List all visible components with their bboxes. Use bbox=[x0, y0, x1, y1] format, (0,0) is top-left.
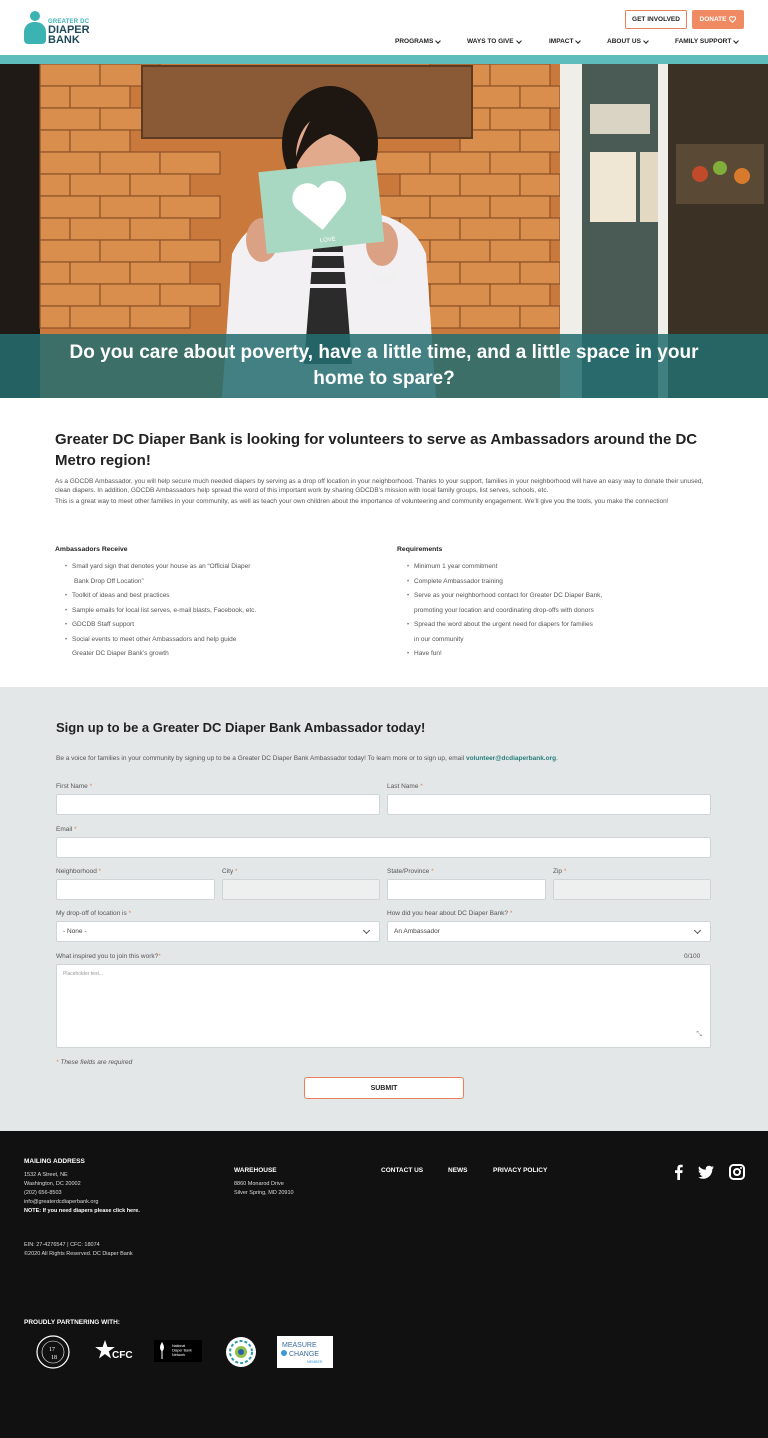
list-item-text: Sample emails for local list serves, e-mail blasts, Facebook, etc. bbox=[72, 606, 257, 614]
chevron-down-icon bbox=[516, 38, 522, 44]
requirements-list bbox=[397, 560, 697, 662]
legal-info bbox=[24, 1241, 133, 1259]
inspired-label bbox=[56, 953, 161, 960]
list-item-text-cont: Bank Drop Off Location” bbox=[74, 577, 144, 585]
receive-column bbox=[55, 546, 355, 662]
intro-paragraph-2: This is a great way to meet other families in your community, as well as teach your own children about the importance of volunteering and community engagement. We’ll give you the tools, you make the connection! bbox=[55, 498, 669, 505]
zip-input[interactable] bbox=[553, 879, 711, 900]
partner-logo-anniversary[interactable] bbox=[36, 1335, 70, 1369]
receive-list bbox=[55, 560, 355, 662]
list-item bbox=[397, 618, 697, 647]
requirements-heading: Requirements bbox=[397, 546, 443, 553]
email-input[interactable] bbox=[56, 837, 711, 858]
partner-ndbn-line1: National bbox=[172, 1344, 186, 1348]
required-mark: * bbox=[431, 868, 434, 875]
partner-logo-cfc[interactable] bbox=[95, 1338, 135, 1364]
list-item bbox=[55, 633, 355, 662]
dropoff-select[interactable] bbox=[56, 921, 380, 942]
nav-label: WAYS TO GIVE bbox=[467, 38, 514, 45]
hero-banner bbox=[0, 64, 768, 398]
label-text: First Name bbox=[56, 783, 88, 790]
dropoff-label bbox=[56, 910, 131, 917]
get-involved-button[interactable]: GET INVOLVED bbox=[625, 10, 687, 29]
signup-heading: Sign up to be a Greater DC Diaper Bank Ambassador today! bbox=[56, 720, 426, 735]
label-text: What inspired you to join this work? bbox=[56, 953, 159, 960]
last-name-input[interactable] bbox=[387, 794, 711, 815]
resize-handle-icon[interactable]: ⤡ bbox=[696, 1031, 702, 1038]
required-mark: * bbox=[74, 826, 77, 833]
list-item-text-cont: Greater DC Diaper Bank’s growth bbox=[72, 650, 169, 657]
partner-year-a: 17 bbox=[49, 1347, 55, 1353]
receive-heading: Ambassadors Receive bbox=[55, 546, 128, 553]
required-mark: * bbox=[235, 868, 238, 875]
chevron-down-icon bbox=[694, 927, 701, 934]
required-mark: * bbox=[509, 910, 513, 917]
required-mark: * bbox=[420, 783, 423, 790]
neighborhood-input[interactable] bbox=[56, 879, 215, 900]
nav-label: IMPACT bbox=[549, 38, 574, 45]
logo-text-line2: DIAPER bbox=[48, 24, 90, 36]
chevron-down-icon bbox=[734, 38, 740, 44]
hero-title: Do you care about poverty, have a little time, and a little space in your home to spare? bbox=[69, 342, 699, 389]
diaper-need-text: NOTE: If you need diapers please click here. bbox=[24, 1208, 140, 1214]
label-text: Zip bbox=[553, 868, 563, 875]
footer-link-news[interactable]: NEWS bbox=[448, 1167, 468, 1174]
submit-button[interactable]: SUBMIT bbox=[304, 1077, 464, 1099]
list-item-text: Spread the word about the urgent need for diapers for families bbox=[414, 621, 593, 628]
header-accent-bar bbox=[0, 55, 768, 64]
footer-link-privacy[interactable]: PRIVACY POLICY bbox=[493, 1167, 548, 1174]
heard-label bbox=[387, 910, 512, 917]
list-item bbox=[397, 575, 697, 590]
facebook-icon[interactable] bbox=[671, 1164, 687, 1180]
copyright-text: ©2020 All Rights Reserved. DC Diaper Bank bbox=[24, 1251, 133, 1257]
textarea-placeholder: Placeholder text... bbox=[63, 971, 104, 977]
list-item-text: Small yard sign that denotes your house as an “Official Diaper bbox=[72, 563, 251, 570]
email-label bbox=[56, 826, 77, 833]
main-nav bbox=[0, 38, 768, 48]
partner-year-b: 18 bbox=[51, 1355, 57, 1361]
twitter-icon[interactable] bbox=[698, 1164, 714, 1180]
warehouse-heading: WAREHOUSE bbox=[234, 1167, 277, 1174]
list-item-text: Serve as your neighborhood contact for Greater DC Diaper Bank, bbox=[414, 592, 603, 599]
select-value: An Ambassador bbox=[394, 928, 440, 935]
list-item bbox=[397, 647, 697, 662]
label-text: Email bbox=[56, 826, 73, 833]
nav-label: PROGRAMS bbox=[395, 38, 434, 45]
nav-item-about-us[interactable] bbox=[607, 38, 648, 45]
partner-logo-measure-change[interactable] bbox=[277, 1336, 333, 1368]
neighborhood-label bbox=[56, 868, 101, 875]
state-label bbox=[387, 868, 434, 875]
mailing-address-heading: MAILING ADDRESS bbox=[24, 1158, 85, 1165]
nav-item-impact[interactable] bbox=[549, 38, 580, 45]
partner-ndbn-line3: Network bbox=[172, 1353, 186, 1357]
list-item bbox=[397, 560, 697, 575]
intro-heading: Greater DC Diaper Bank is looking for volunteers to serve as Ambassadors around the DC Metro region! bbox=[55, 431, 698, 469]
list-item-text: Have fun! bbox=[414, 650, 442, 657]
partner-logo-ndbn[interactable] bbox=[154, 1340, 202, 1362]
list-item bbox=[397, 589, 697, 618]
list-item-text: Complete Ambassador training bbox=[414, 577, 503, 585]
address-line: 8860 Monarod Drive bbox=[234, 1181, 284, 1187]
diaper-need-link[interactable] bbox=[24, 1207, 140, 1216]
address-line: Silver Spring, MD 20910 bbox=[234, 1190, 294, 1196]
list-item bbox=[55, 589, 355, 604]
list-item-text: Toolkit of ideas and best practices bbox=[72, 592, 170, 599]
required-mark: * bbox=[563, 868, 567, 875]
required-note bbox=[56, 1059, 132, 1066]
select-value: - None - bbox=[63, 928, 87, 935]
signup-lead bbox=[56, 755, 558, 762]
partner-logo-seal[interactable] bbox=[225, 1336, 257, 1368]
list-item bbox=[55, 560, 355, 589]
signup-lead-end: . bbox=[556, 755, 558, 762]
list-item-text-cont: promoting your location and coordinating drop-offs with donors bbox=[414, 606, 594, 614]
nav-item-programs[interactable] bbox=[395, 38, 440, 45]
label-text: Last Name bbox=[387, 783, 419, 790]
phone-link[interactable]: (202) 656-8503 bbox=[24, 1190, 62, 1196]
list-item bbox=[55, 618, 355, 633]
required-mark: * bbox=[56, 1059, 59, 1066]
char-counter: 0/100 bbox=[684, 953, 701, 960]
inspired-textarea[interactable] bbox=[56, 964, 711, 1048]
required-mark: * bbox=[98, 868, 102, 875]
donate-button[interactable] bbox=[692, 10, 744, 29]
intro-paragraph-1: As a GDCDB Ambassador, you will help secure much needed diapers by serving as a drop off location in your neighborhood. Thanks to your support, families in your neighborhood will have an easy way to donate their unused, clean diapers. In addition, GDCDB Ambassadors help spread the word of this important work by sharing GDCDB’s mission with local family groups, list serves, schools, etc. bbox=[55, 478, 704, 494]
instagram-icon[interactable] bbox=[729, 1164, 745, 1180]
label-text: How did you hear about DC Diaper Bank? bbox=[387, 910, 509, 917]
partner-mfc-line3: MEMBER bbox=[307, 1360, 323, 1364]
logo-figure-head bbox=[30, 11, 40, 21]
site-header bbox=[0, 0, 768, 55]
city-label bbox=[222, 868, 238, 875]
nav-label: FAMILY SUPPORT bbox=[675, 38, 732, 45]
first-name-input[interactable] bbox=[56, 794, 380, 815]
logo-text-line3: BANK bbox=[48, 34, 80, 46]
first-name-label bbox=[56, 783, 92, 790]
nav-item-ways-to-give[interactable] bbox=[467, 38, 521, 45]
list-item-text: GDCDB Staff support bbox=[72, 621, 135, 628]
signup-lead-text: Be a voice for families in your community by signing up to be a Greater DC Diaper Bank Ambassador today! To learn more or to sign up, email bbox=[56, 755, 466, 762]
mailing-address bbox=[24, 1171, 140, 1216]
required-note-text: These fields are required bbox=[60, 1059, 133, 1066]
required-mark: * bbox=[128, 910, 132, 917]
volunteer-email-link[interactable]: volunteer@dcdiaperbank.org bbox=[465, 755, 557, 762]
label-text: State/Province bbox=[387, 868, 430, 875]
chevron-down-icon bbox=[576, 38, 582, 44]
hero-caption-band bbox=[0, 334, 768, 398]
label-text: City bbox=[222, 868, 234, 875]
partner-mfc-line2: CHANGE bbox=[289, 1351, 319, 1358]
warehouse-address bbox=[234, 1180, 294, 1198]
footer-link-contact[interactable]: CONTACT US bbox=[381, 1167, 424, 1174]
partners-heading: PROUDLY PARTNERING WITH: bbox=[24, 1319, 120, 1326]
address-line: Washington, DC 20002 bbox=[24, 1181, 81, 1187]
partner-mfc-line1: MEASURE bbox=[282, 1342, 317, 1349]
partner-cfc-text: CFC bbox=[112, 1350, 133, 1361]
logo-text-line1: GREATER DC bbox=[48, 19, 90, 25]
intro-section bbox=[55, 429, 715, 506]
address-line: 1532 A Street, NE bbox=[24, 1172, 68, 1178]
label-text: My drop-off of location is bbox=[56, 910, 127, 917]
chevron-down-icon bbox=[643, 38, 649, 44]
label-text: Neighborhood bbox=[56, 868, 97, 875]
chevron-down-icon bbox=[435, 38, 441, 44]
list-item-text: Minimum 1 year commitment bbox=[414, 563, 498, 570]
nav-label: ABOUT US bbox=[607, 38, 641, 45]
nav-item-family-support[interactable] bbox=[675, 38, 738, 45]
city-input[interactable] bbox=[222, 879, 380, 900]
required-mark: * bbox=[89, 783, 93, 790]
ein-text: EIN: 27-4276547 | CFC: 18074 bbox=[24, 1242, 100, 1248]
heart-icon bbox=[729, 16, 736, 23]
state-input[interactable] bbox=[387, 879, 546, 900]
list-item-text: Social events to meet other Ambassadors and help guide bbox=[72, 635, 237, 643]
heard-select[interactable] bbox=[387, 921, 711, 942]
chevron-down-icon bbox=[363, 927, 370, 934]
partner-ndbn-line2: Diaper Bank bbox=[172, 1348, 192, 1353]
card-text: LOVE bbox=[319, 236, 337, 245]
donate-label: DONATE bbox=[699, 16, 727, 23]
requirements-column bbox=[397, 546, 697, 662]
last-name-label bbox=[387, 783, 423, 790]
email-link[interactable]: info@greaterdcdiaperbank.org bbox=[24, 1199, 99, 1205]
list-item-text-cont: in our community bbox=[414, 635, 464, 643]
zip-label bbox=[553, 868, 566, 875]
required-mark: * bbox=[158, 953, 161, 960]
list-item bbox=[55, 604, 355, 619]
